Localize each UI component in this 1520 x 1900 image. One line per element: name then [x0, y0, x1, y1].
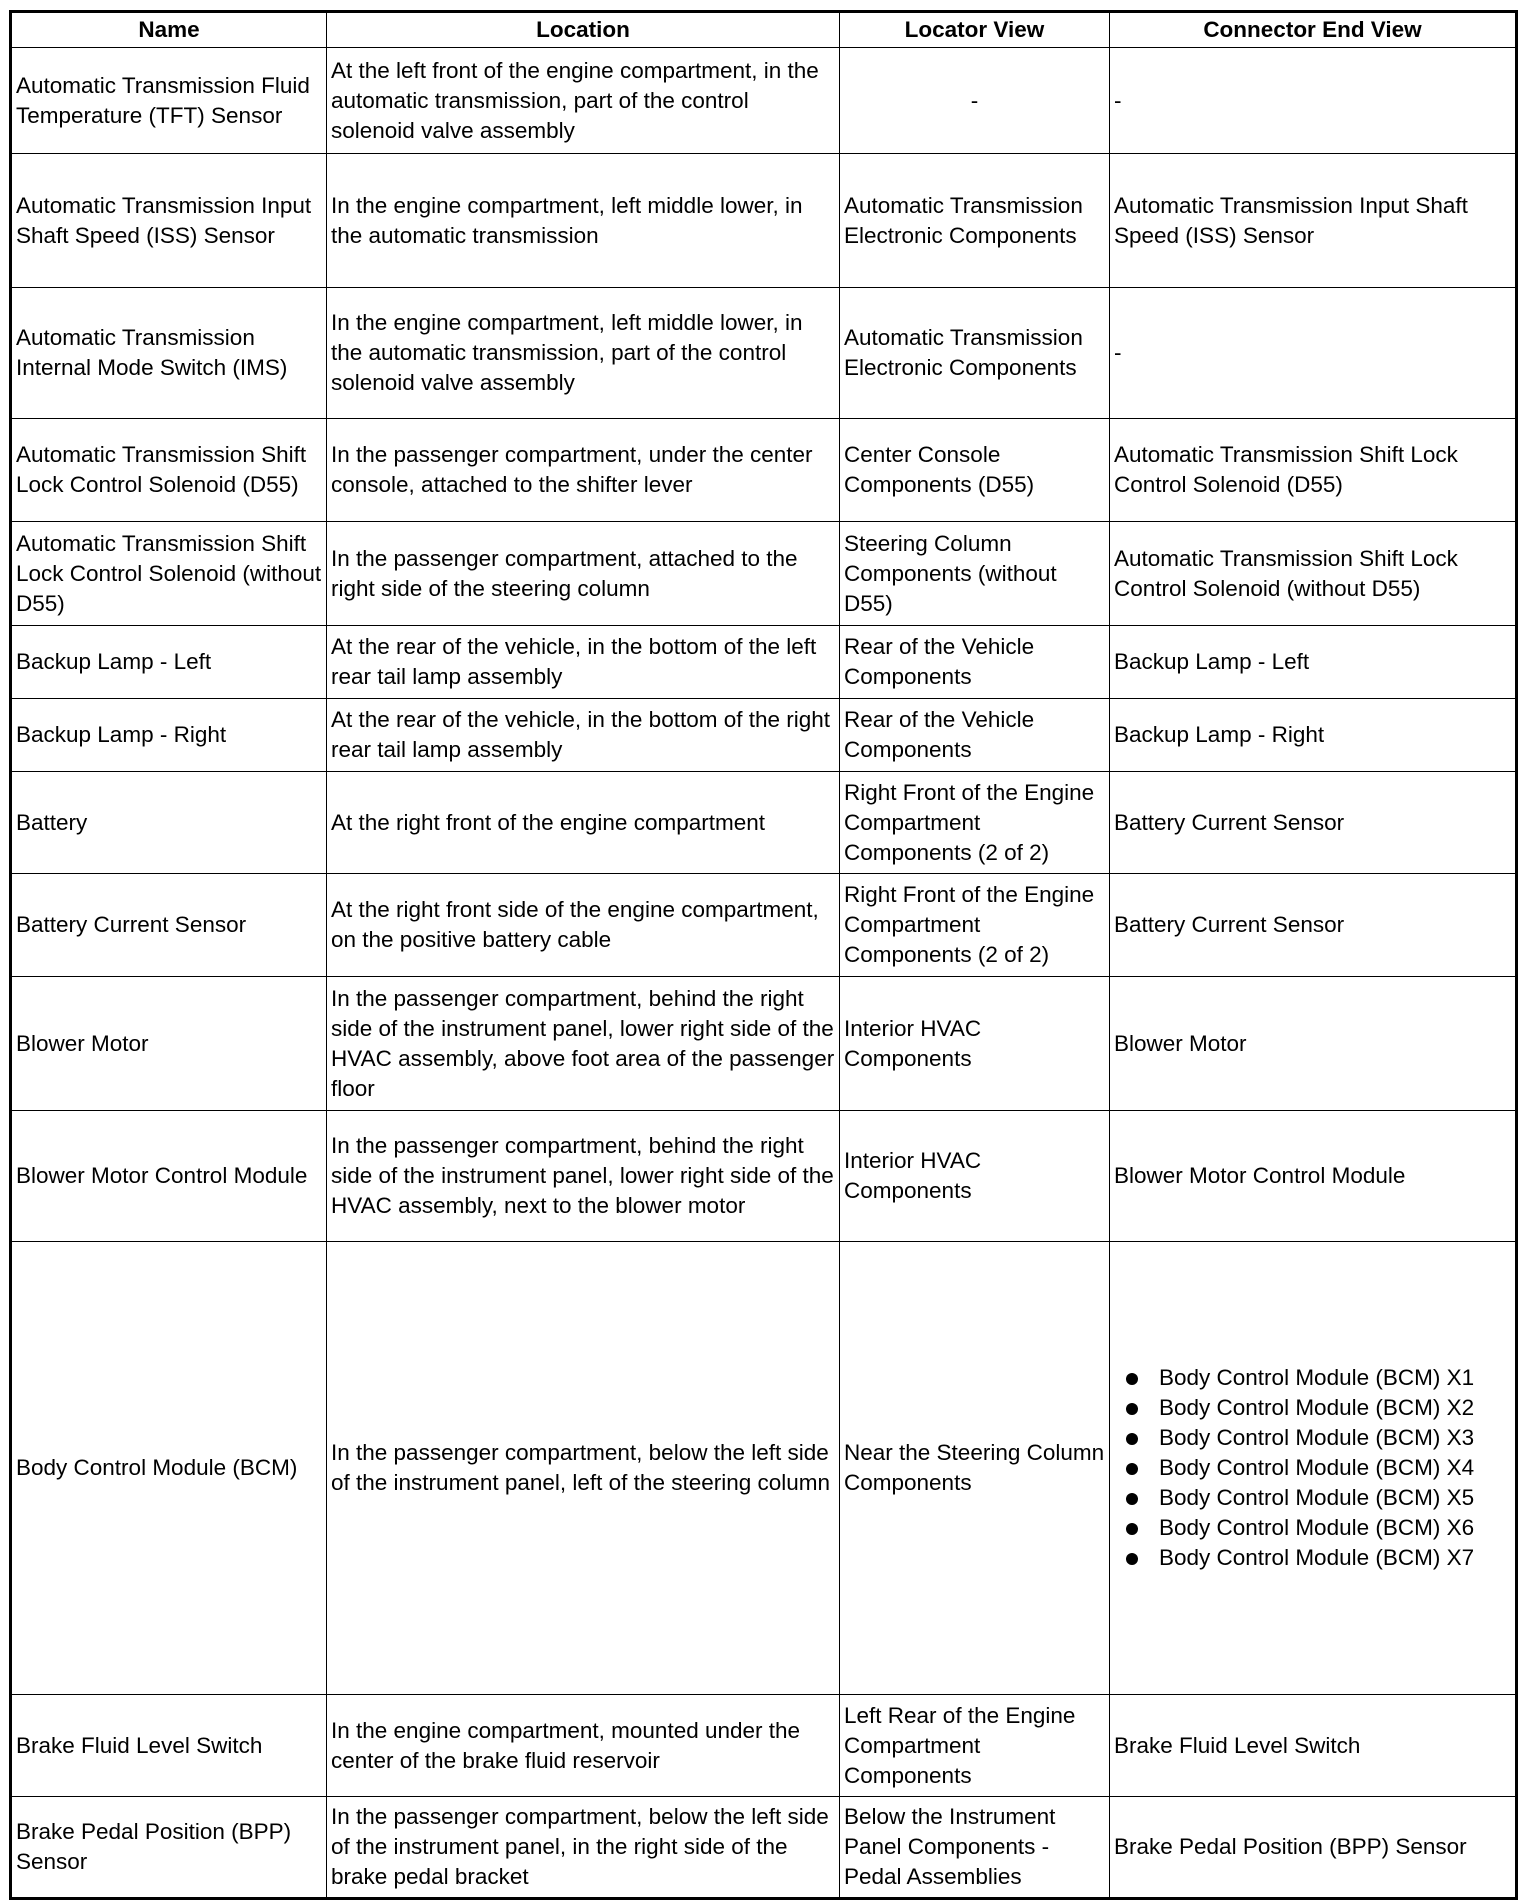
cell-location: In the passenger compartment, behind the right side of the instrument panel, lower right side of the HVAC assembly, next to the blower motor [327, 1111, 840, 1242]
cell-locator-view: Center Console Components (D55) [840, 419, 1110, 522]
table-row [11, 48, 1517, 154]
connector-list-item: Body Control Module (BCM) X7 [1159, 1543, 1511, 1573]
component-locator-table [9, 10, 1518, 1900]
table-row [11, 288, 1517, 419]
cell-name: Automatic Transmission Shift Lock Control Solenoid (D55) [11, 419, 327, 522]
table-row [11, 1695, 1517, 1797]
cell-connector-end-view [1110, 1242, 1517, 1695]
cell-name: Blower Motor Control Module [11, 1111, 327, 1242]
connector-list [1114, 1363, 1511, 1573]
cell-locator-view: Automatic Transmission Electronic Components [840, 288, 1110, 419]
table-row [11, 1242, 1517, 1695]
cell-location: At the rear of the vehicle, in the bottom of the left rear tail lamp assembly [327, 626, 840, 699]
cell-locator-view: Automatic Transmission Electronic Components [840, 154, 1110, 288]
cell-location: At the right front side of the engine compartment, on the positive battery cable [327, 874, 840, 977]
cell-locator-view: Near the Steering Column Components [840, 1242, 1110, 1695]
header-location: Location [327, 12, 840, 48]
cell-connector-end-view: Brake Fluid Level Switch [1110, 1695, 1517, 1797]
table-row [11, 977, 1517, 1111]
header-connector-end-view: Connector End View [1110, 12, 1517, 48]
cell-locator-view: Below the Instrument Panel Components - Pedal Assemblies [840, 1797, 1110, 1899]
table-row [11, 154, 1517, 288]
cell-location: At the right front of the engine compartment [327, 772, 840, 874]
cell-connector-end-view: Battery Current Sensor [1110, 772, 1517, 874]
cell-name: Automatic Transmission Fluid Temperature (TFT) Sensor [11, 48, 327, 154]
cell-connector-end-view: Backup Lamp - Left [1110, 626, 1517, 699]
cell-locator-view: Rear of the Vehicle Components [840, 699, 1110, 772]
cell-name: Automatic Transmission Shift Lock Control Solenoid (without D55) [11, 522, 327, 626]
table-row [11, 874, 1517, 977]
connector-list-item: Body Control Module (BCM) X6 [1159, 1513, 1511, 1543]
cell-name: Body Control Module (BCM) [11, 1242, 327, 1695]
cell-locator-view: - [840, 48, 1110, 154]
cell-location: In the passenger compartment, under the center console, attached to the shifter lever [327, 419, 840, 522]
table-row [11, 626, 1517, 699]
table-row [11, 419, 1517, 522]
cell-location: In the engine compartment, left middle lower, in the automatic transmission [327, 154, 840, 288]
cell-locator-view: Right Front of the Engine Compartment Components (2 of 2) [840, 772, 1110, 874]
cell-locator-view: Interior HVAC Components [840, 1111, 1110, 1242]
cell-name: Battery Current Sensor [11, 874, 327, 977]
connector-list-item: Body Control Module (BCM) X4 [1159, 1453, 1511, 1483]
cell-connector-end-view: Backup Lamp - Right [1110, 699, 1517, 772]
cell-location: In the engine compartment, mounted under the center of the brake fluid reservoir [327, 1695, 840, 1797]
cell-connector-end-view: Automatic Transmission Shift Lock Control Solenoid (without D55) [1110, 522, 1517, 626]
cell-name: Blower Motor [11, 977, 327, 1111]
cell-locator-view: Steering Column Components (without D55) [840, 522, 1110, 626]
cell-name: Backup Lamp - Right [11, 699, 327, 772]
cell-name: Backup Lamp - Left [11, 626, 327, 699]
header-row [11, 12, 1517, 48]
cell-name: Automatic Transmission Input Shaft Speed (ISS) Sensor [11, 154, 327, 288]
cell-locator-view: Interior HVAC Components [840, 977, 1110, 1111]
cell-connector-end-view: Automatic Transmission Input Shaft Speed (ISS) Sensor [1110, 154, 1517, 288]
table-row [11, 522, 1517, 626]
cell-locator-view: Rear of the Vehicle Components [840, 626, 1110, 699]
table-row [11, 699, 1517, 772]
cell-location: In the passenger compartment, below the left side of the instrument panel, in the right side of the brake pedal bracket [327, 1797, 840, 1899]
table-row [11, 772, 1517, 874]
cell-connector-end-view: Automatic Transmission Shift Lock Control Solenoid (D55) [1110, 419, 1517, 522]
connector-list-item: Body Control Module (BCM) X1 [1159, 1363, 1511, 1393]
connector-list-item: Body Control Module (BCM) X5 [1159, 1483, 1511, 1513]
table-row [11, 1797, 1517, 1899]
cell-connector-end-view: - [1110, 288, 1517, 419]
cell-locator-view: Left Rear of the Engine Compartment Components [840, 1695, 1110, 1797]
table-row [11, 1111, 1517, 1242]
cell-location: At the left front of the engine compartment, in the automatic transmission, part of the control solenoid valve assembly [327, 48, 840, 154]
cell-name: Automatic Transmission Internal Mode Switch (IMS) [11, 288, 327, 419]
cell-location: In the passenger compartment, behind the right side of the instrument panel, lower right side of the HVAC assembly, above foot area of the passenger floor [327, 977, 840, 1111]
cell-name: Brake Fluid Level Switch [11, 1695, 327, 1797]
header-locator-view: Locator View [840, 12, 1110, 48]
cell-name: Brake Pedal Position (BPP) Sensor [11, 1797, 327, 1899]
cell-location: In the engine compartment, left middle lower, in the automatic transmission, part of the control solenoid valve assembly [327, 288, 840, 419]
cell-connector-end-view: Brake Pedal Position (BPP) Sensor [1110, 1797, 1517, 1899]
connector-list-item: Body Control Module (BCM) X3 [1159, 1423, 1511, 1453]
cell-connector-end-view: Blower Motor [1110, 977, 1517, 1111]
cell-location: At the rear of the vehicle, in the bottom of the right rear tail lamp assembly [327, 699, 840, 772]
cell-connector-end-view: Blower Motor Control Module [1110, 1111, 1517, 1242]
cell-locator-view: Right Front of the Engine Compartment Components (2 of 2) [840, 874, 1110, 977]
cell-connector-end-view: Battery Current Sensor [1110, 874, 1517, 977]
cell-connector-end-view: - [1110, 48, 1517, 154]
cell-name: Battery [11, 772, 327, 874]
header-name: Name [11, 12, 327, 48]
connector-list-item: Body Control Module (BCM) X2 [1159, 1393, 1511, 1423]
cell-location: In the passenger compartment, below the left side of the instrument panel, left of the steering column [327, 1242, 840, 1695]
cell-location: In the passenger compartment, attached to the right side of the steering column [327, 522, 840, 626]
